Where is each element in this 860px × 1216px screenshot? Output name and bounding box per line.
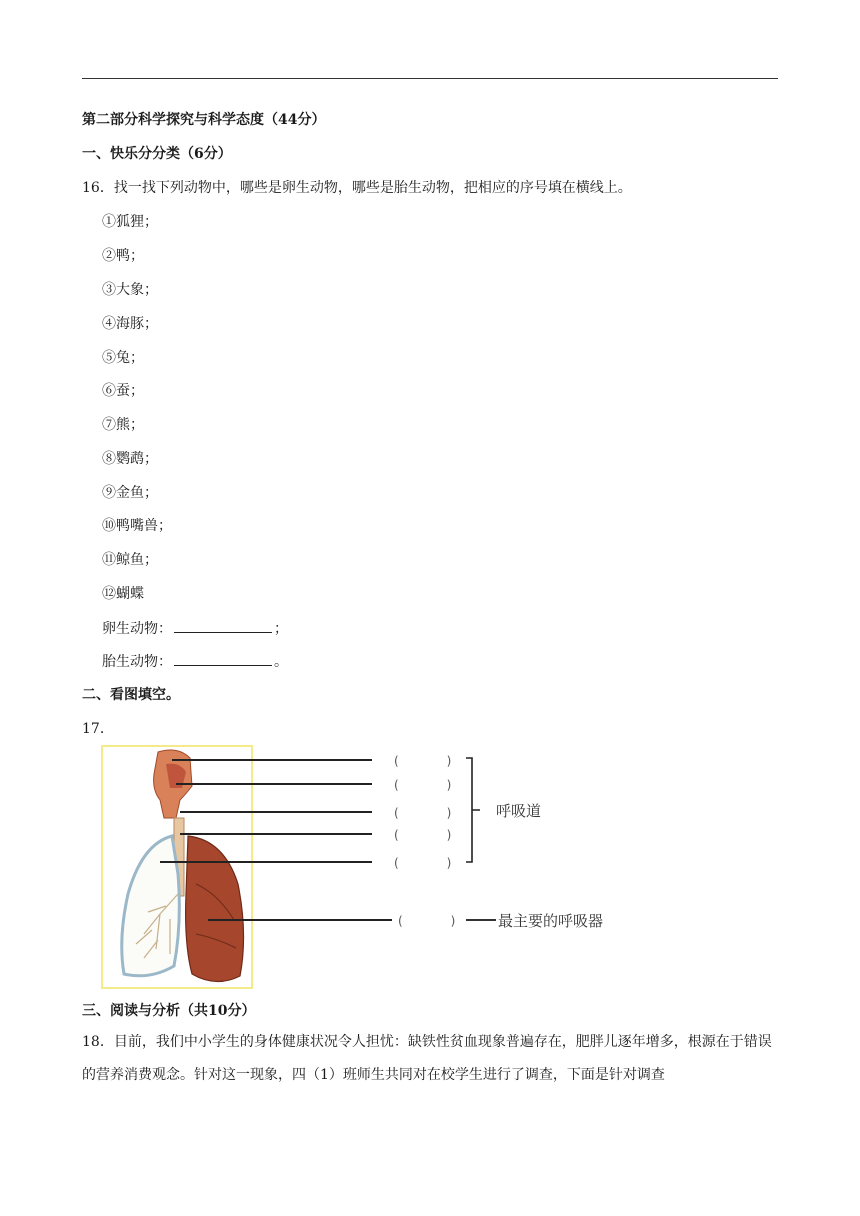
viviparous-row: [102, 651, 288, 672]
blank-paren-1[interactable]: ( ): [394, 754, 452, 768]
blank-paren-2[interactable]: ( ): [394, 778, 452, 792]
animal-item: ⑩鸭嘴兽；: [102, 518, 172, 534]
viviparous-answer-blank[interactable]: [174, 651, 272, 666]
main-respiratory-organ-label: 最主要的呼吸器: [498, 912, 604, 930]
animal-item: ⑤兔；: [102, 350, 144, 366]
oviparous-label: 卵生动物：: [102, 621, 172, 637]
oviparous-row: [102, 618, 288, 639]
blank-paren-4[interactable]: ( ): [394, 828, 452, 842]
section-title: 第二部分科学探究与科学态度（44分）: [82, 112, 326, 128]
animal-item: ⑧鹦鹉；: [102, 451, 158, 467]
animal-item: ①狐狸；: [102, 214, 158, 230]
header-rule: [82, 78, 778, 79]
respiratory-illustration: [100, 744, 630, 992]
animal-item: ②鸭；: [102, 248, 144, 264]
animal-item: ⑥蚕；: [102, 383, 144, 399]
animal-item: ⑫蝴蝶: [102, 586, 144, 602]
blank-paren-6[interactable]: ( ): [398, 914, 456, 928]
question-16: 16．找一找下列动物中，哪些是卵生动物，哪些是胎生动物，把相应的序号填在横线上。: [82, 180, 632, 196]
airway-label: 呼吸道: [496, 802, 542, 820]
animal-item: ⑨金鱼；: [102, 485, 158, 501]
oviparous-answer-blank[interactable]: [174, 618, 272, 633]
respiratory-system-diagram: [100, 744, 630, 992]
animal-item: ④海豚；: [102, 316, 158, 332]
animal-item: ⑦熊；: [102, 417, 144, 433]
part3-heading: 三、阅读与分析（共10分）: [82, 1003, 256, 1019]
part2-heading: 二、看图填空。: [82, 687, 180, 703]
part1-heading: 一、快乐分分类（6分）: [82, 146, 232, 162]
blank-paren-3[interactable]: ( ): [394, 806, 452, 820]
viviparous-label: 胎生动物：: [102, 654, 172, 670]
animal-item: ⑪鲸鱼；: [102, 552, 158, 568]
question-18: 18．目前，我们中小学生的身体健康状况令人担忧：缺铁性贫血现象普遍存在，肥胖儿逐年增多，根源在于错误的营养消费观念。针对这一现象，四（1）班师生共同对在校学生进行了调查，下面是针对调查: [82, 1034, 772, 1083]
viviparous-end: 。: [274, 654, 288, 670]
animal-item: ③大象；: [102, 282, 158, 298]
blank-paren-5[interactable]: ( ): [394, 856, 452, 870]
oviparous-end: ；: [274, 621, 288, 637]
question-17-number: 17．: [82, 721, 114, 737]
